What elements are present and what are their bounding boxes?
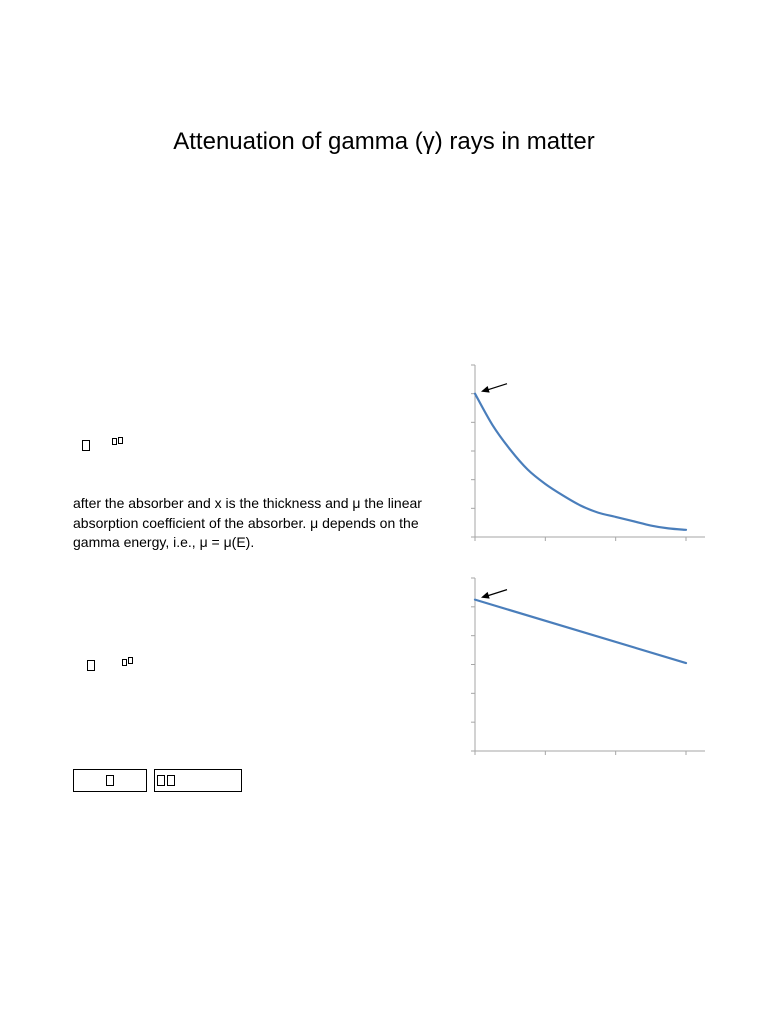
series-line xyxy=(475,394,686,530)
boxed-equation-left-glyph xyxy=(106,775,114,786)
annotation-arrow-head xyxy=(481,386,490,393)
paragraph-line: gamma energy, i.e., μ = μ(E). xyxy=(73,534,255,550)
boxed-equation-left-frame xyxy=(73,769,147,792)
equation-2-superscript-glyph xyxy=(128,657,133,664)
paragraph-line: after the absorber and x is the thickness and μ the linear xyxy=(73,495,422,511)
equation-1-superscript-glyph xyxy=(112,438,117,445)
page-title: Attenuation of gamma (γ) rays in matter xyxy=(173,128,595,155)
equation-1-superscript-glyph xyxy=(118,437,123,444)
exponential-attenuation-chart xyxy=(460,355,720,550)
paragraph-line: absorption coefficient of the absorber. μ depends on the xyxy=(73,514,419,531)
equation-1-base-glyph xyxy=(82,440,90,451)
linear-attenuation-chart xyxy=(460,570,720,765)
boxed-equation-right-glyph xyxy=(157,775,165,786)
body-paragraph xyxy=(73,494,468,553)
equation-2-superscript-glyph xyxy=(122,659,127,666)
series-line xyxy=(475,600,686,663)
boxed-equation-right-frame xyxy=(154,769,242,792)
annotation-arrow-head xyxy=(481,592,490,599)
boxed-equation-right-glyph xyxy=(167,775,175,786)
equation-2-base-glyph xyxy=(87,660,95,671)
